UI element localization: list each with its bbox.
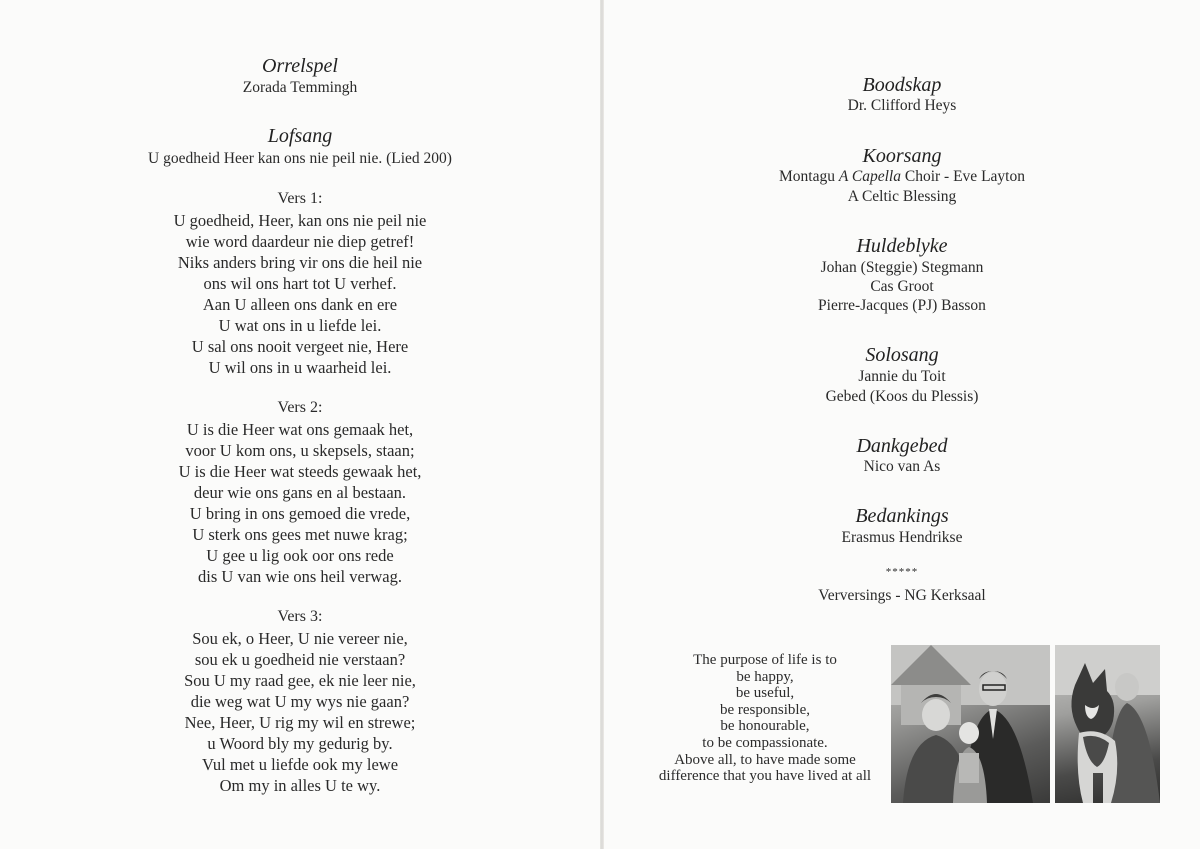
- page-fold: [600, 0, 604, 849]
- verse-3-line: Vul met u liefde ook my lewe: [201, 755, 399, 774]
- dog-photo: [1055, 645, 1160, 803]
- bedankings-speaker: Erasmus Hendrikse: [841, 529, 963, 546]
- closing-quote: [640, 652, 890, 785]
- verse-2-line: U is die Heer wat ons gemaak het,: [186, 420, 414, 439]
- koorsang-choir-italic: A Capella: [838, 168, 901, 185]
- lofsang-heading: Lofsang: [267, 125, 333, 147]
- quote-line: be happy,: [736, 668, 794, 685]
- verse-3-line: Nee, Heer, U rig my wil en strewe;: [184, 713, 416, 732]
- huldeblyke-speaker: Pierre-Jacques (PJ) Basson: [818, 297, 986, 314]
- koorsang-song: A Celtic Blessing: [847, 188, 957, 205]
- orrelspel-performer: Zorada Temmingh: [242, 79, 358, 96]
- dankgebed-heading: Dankgebed: [856, 435, 948, 457]
- verse-3-label: Vers 3:: [277, 608, 323, 625]
- verse-1-label: Vers 1:: [277, 190, 323, 207]
- verse-2-line: U sterk ons gees met nuwe krag;: [192, 525, 408, 544]
- huldeblyke-speaker: Johan (Steggie) Stegmann: [820, 259, 984, 276]
- koorsang-choir-pre: Montagu: [779, 168, 839, 185]
- refreshments-note: Verversings - NG Kerksaal: [818, 587, 986, 604]
- solosang-heading: Solosang: [865, 344, 939, 366]
- verse-2-line: U gee u lig ook oor ons rede: [206, 546, 394, 565]
- verse-2-line: dis U van wie ons heil verwag.: [198, 567, 402, 586]
- bedankings-heading: Bedankings: [855, 505, 949, 527]
- verse-1-line: Niks anders bring vir ons die heil nie: [177, 253, 423, 272]
- verse-3-line: u Woord bly my gedurig by.: [207, 734, 393, 753]
- lofsang-subtitle: U goedheid Heer kan ons nie peil nie. (Lied 200): [148, 150, 452, 167]
- koorsang-choir-post: Choir - Eve Layton: [901, 168, 1025, 185]
- verse-2-line: U bring in ons gemoed die vrede,: [189, 504, 411, 523]
- quote-line: to be compassionate.: [702, 734, 828, 751]
- verse-3-line: die weg wat U my wys nie gaan?: [190, 692, 410, 711]
- quote-line: Above all, to have made some: [674, 751, 856, 768]
- huldeblyke-heading: Huldeblyke: [856, 235, 948, 257]
- verse-2-label: Vers 2:: [277, 399, 323, 416]
- verse-1-line: U sal ons nooit vergeet nie, Here: [191, 337, 409, 356]
- boodskap-heading: Boodskap: [862, 74, 942, 96]
- dankgebed-speaker: Nico van As: [863, 458, 941, 475]
- quote-line: be honourable,: [720, 718, 810, 735]
- family-photo: [891, 645, 1050, 803]
- orrelspel-heading: Orrelspel: [262, 55, 338, 77]
- verse-1-line: Aan U alleen ons dank en ere: [202, 295, 398, 314]
- verse-2-line: deur wie ons gans en al bestaan.: [193, 483, 407, 502]
- koorsang-choir: [604, 168, 1200, 186]
- verse-1-line: U wil ons in u waarheid lei.: [208, 358, 392, 377]
- quote-line: be responsible,: [720, 701, 810, 718]
- verse-2-line: voor U kom ons, u skepsels, staan;: [185, 441, 415, 460]
- boodskap-speaker: Dr. Clifford Heys: [847, 97, 957, 114]
- quote-line: difference that you have lived at all: [658, 768, 872, 785]
- solosang-singer: Jannie du Toit: [858, 368, 946, 385]
- verse-3-line: Sou ek, o Heer, U nie vereer nie,: [192, 629, 408, 648]
- verse-1-line: U goedheid, Heer, kan ons nie peil nie: [173, 211, 427, 230]
- verse-1-line: U wat ons in u liefde lei.: [218, 316, 382, 335]
- verse-3-line: Sou U my raad gee, ek nie leer nie,: [184, 671, 416, 690]
- verse-3-line: Om my in alles U te wy.: [219, 776, 381, 795]
- huldeblyke-speaker: Cas Groot: [870, 278, 934, 295]
- quote-line: be useful,: [735, 685, 795, 702]
- verse-1-line: wie word daardeur nie diep getref!: [185, 232, 415, 251]
- verse-2-line: U is die Heer wat steeds gewaak het,: [178, 462, 422, 481]
- verse-1-line: ons wil ons hart tot U verhef.: [203, 274, 397, 293]
- solosang-song: Gebed (Koos du Plessis): [825, 388, 979, 405]
- quote-line: The purpose of life is to: [693, 652, 837, 668]
- koorsang-heading: Koorsang: [862, 145, 942, 167]
- verse-3-line: sou ek u goedheid nie verstaan?: [194, 650, 406, 669]
- separator-stars: *****: [885, 566, 919, 578]
